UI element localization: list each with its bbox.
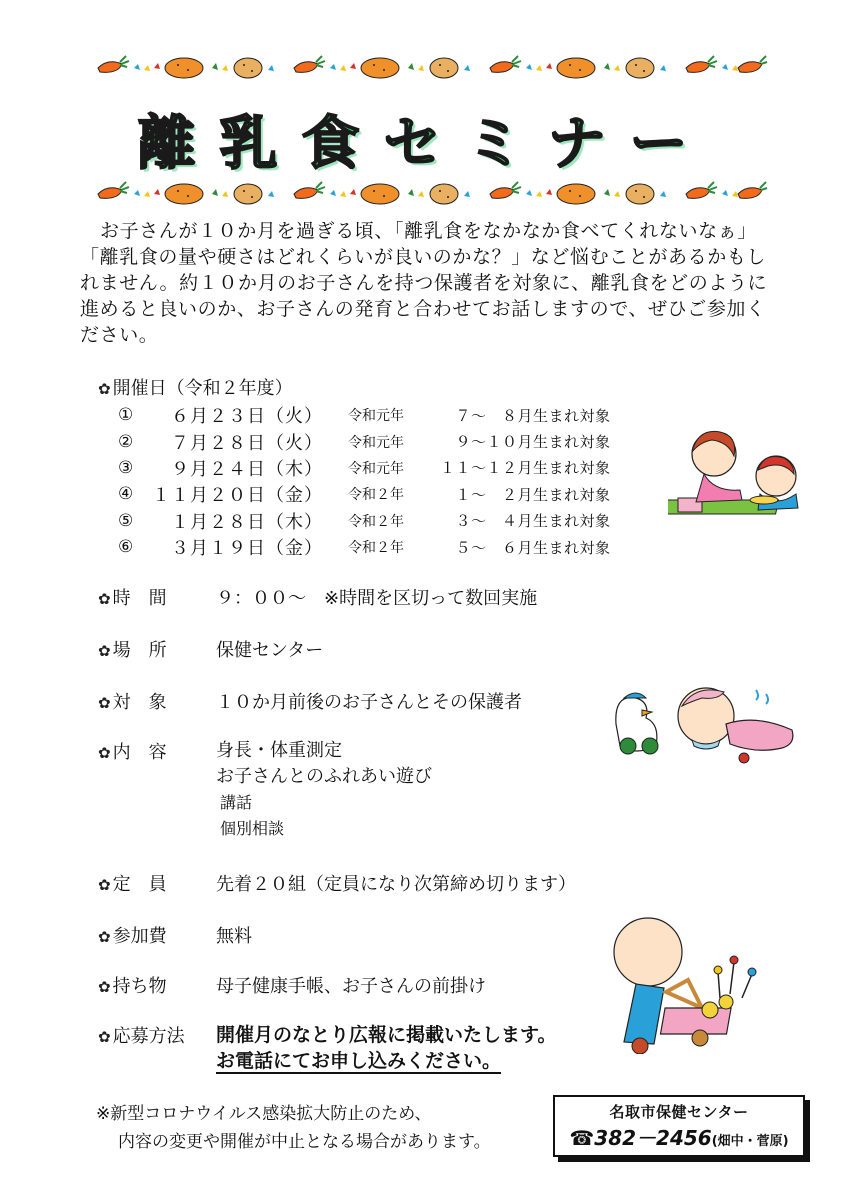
- fee-value: 無料: [216, 926, 252, 947]
- flower-icon: ✿: [98, 1028, 111, 1046]
- flower-icon: ✿: [98, 876, 111, 894]
- apply-text-2: お電話にてお申し込みください。: [216, 1050, 502, 1072]
- content-list: [216, 738, 432, 842]
- content-item: 個別相談: [220, 819, 285, 838]
- potato-icon: [234, 58, 262, 78]
- schedule-num: ⑤: [118, 510, 134, 531]
- schedule-date: １１月２０日（金）: [152, 485, 323, 507]
- schedule-row: [118, 534, 658, 560]
- schedule-row: [118, 508, 658, 534]
- flower-icon: ✿: [98, 978, 111, 996]
- bring-label: 持ち物: [112, 976, 167, 997]
- schedule-date: ９月２４日（木）: [152, 458, 323, 480]
- crawling-baby-illustration: [606, 684, 802, 768]
- schedule-row: [118, 428, 658, 454]
- schedule-era: 令和元年: [348, 434, 404, 451]
- target-value: １０か月前後のお子さんとその保護者: [216, 692, 522, 713]
- vegetable-row-svg: [88, 50, 768, 86]
- apply-row: [98, 1022, 556, 1074]
- schedule-row: [118, 402, 658, 428]
- schedule-range: ９～１０月生まれ対象: [440, 433, 611, 452]
- flower-icon: ✿: [98, 642, 111, 660]
- content-item: 身長・体重測定: [216, 740, 342, 761]
- schedule-range: ３～ ４月生まれ対象: [440, 512, 611, 531]
- sweet-potato-icon: [165, 58, 203, 78]
- schedule-num: ③: [118, 457, 134, 478]
- contact-phone[interactable]: ☎382－2456: [569, 1126, 712, 1150]
- schedule-num: ⑥: [118, 537, 134, 558]
- schedule-row: [118, 455, 658, 481]
- flower-icon: ✿: [98, 694, 111, 712]
- page-title: 離乳食セミナー: [137, 109, 712, 177]
- schedule-date: ７月２８日（火）: [152, 432, 323, 454]
- flower-icon: ✿: [98, 744, 111, 762]
- schedule-era: 令和元年: [348, 460, 404, 477]
- schedule-era: 令和２年: [348, 513, 404, 530]
- capacity-label: 定 員: [112, 874, 167, 895]
- schedule-range: １１～１２月生まれ対象: [440, 459, 611, 478]
- schedule-date: １月２８日（木）: [152, 511, 323, 533]
- bring-row: [98, 972, 486, 998]
- time-row: [98, 584, 537, 610]
- fee-label: 参加費: [112, 926, 167, 947]
- vegetable-border-bottom: [88, 176, 768, 212]
- note-line-1: ※新型コロナウイルス感染拡大防止のため、: [96, 1104, 432, 1124]
- time-label: 時 間: [112, 588, 167, 609]
- schedule-heading-text: 開催日（令和２年度）: [112, 378, 293, 399]
- schedule-era: 令和２年: [348, 487, 404, 504]
- schedule-num: ②: [118, 431, 134, 452]
- bring-value: 母子健康手帳、お子さんの前掛け: [216, 976, 486, 997]
- target-row: [98, 688, 522, 714]
- schedule-date: ３月１９日（金）: [152, 538, 323, 560]
- schedule-date: ６月２３日（火）: [152, 406, 323, 428]
- content-row: [98, 738, 432, 842]
- note-line-2: 内容の変更や開催が中止となる場合があります。: [118, 1132, 491, 1152]
- vegetable-border-top: [88, 50, 768, 86]
- schedule-range: ７～ ８月生まれ対象: [440, 406, 611, 425]
- target-label: 対 象: [112, 692, 167, 713]
- mother-feeding-baby-illustration: [668, 418, 808, 518]
- schedule-range: ５～ ６月生まれ対象: [440, 538, 611, 557]
- schedule-num: ①: [118, 405, 134, 426]
- baby-push-toy-illustration: [606, 912, 766, 1054]
- fee-row: [98, 922, 252, 948]
- vegetable-row-svg-2: [88, 176, 768, 212]
- capacity-row: [98, 870, 576, 896]
- covid-note: [96, 1100, 491, 1156]
- contact-staff: (畑中・菅原): [711, 1134, 789, 1149]
- carrot-icon: [98, 56, 129, 72]
- apply-text-1: 開催月のなとり広報に掲載いたします。: [216, 1024, 557, 1046]
- schedule-era: 令和２年: [348, 540, 404, 557]
- schedule-num: ④: [118, 484, 134, 505]
- place-value: 保健センター: [216, 640, 324, 661]
- contact-org: 名取市保健センター: [609, 1103, 749, 1121]
- place-row: [98, 636, 323, 662]
- intro-paragraph: お子さんが１０か月を過ぎる頃、「離乳食をなかなか食べてくれないなぁ」「離乳食の量や硬さはどれくらいが良いのかな？」など悩むことがあるかもしれません。約１０か月のお子さんを持つ保護者を対象に、離乳食をどのように進めると良いのか、お子さんの発育と合わせてお話しますので、ぜひご参加ください。: [80, 220, 768, 346]
- time-value: ９：００～ ※時間を区切って数回実施: [216, 588, 538, 609]
- contact-box: [553, 1095, 805, 1157]
- apply-label: 応募方法: [112, 1026, 185, 1047]
- place-label: 場 所: [112, 640, 167, 661]
- schedule-table: [118, 402, 658, 560]
- flower-icon: ✿: [98, 928, 111, 946]
- capacity-value: 先着２０組（定員になり次第締め切ります）: [216, 874, 576, 895]
- schedule-row: [118, 481, 658, 507]
- schedule-era: 令和元年: [348, 408, 404, 425]
- flower-icon: ✿: [98, 380, 111, 398]
- content-label: 内 容: [112, 742, 167, 763]
- content-item: お子さんとのふれあい遊び: [216, 766, 432, 787]
- flower-icon: ✿: [98, 590, 111, 608]
- content-item: 講話: [220, 793, 253, 812]
- schedule-range: １～ ２月生まれ対象: [440, 485, 611, 504]
- schedule-heading: [98, 374, 293, 400]
